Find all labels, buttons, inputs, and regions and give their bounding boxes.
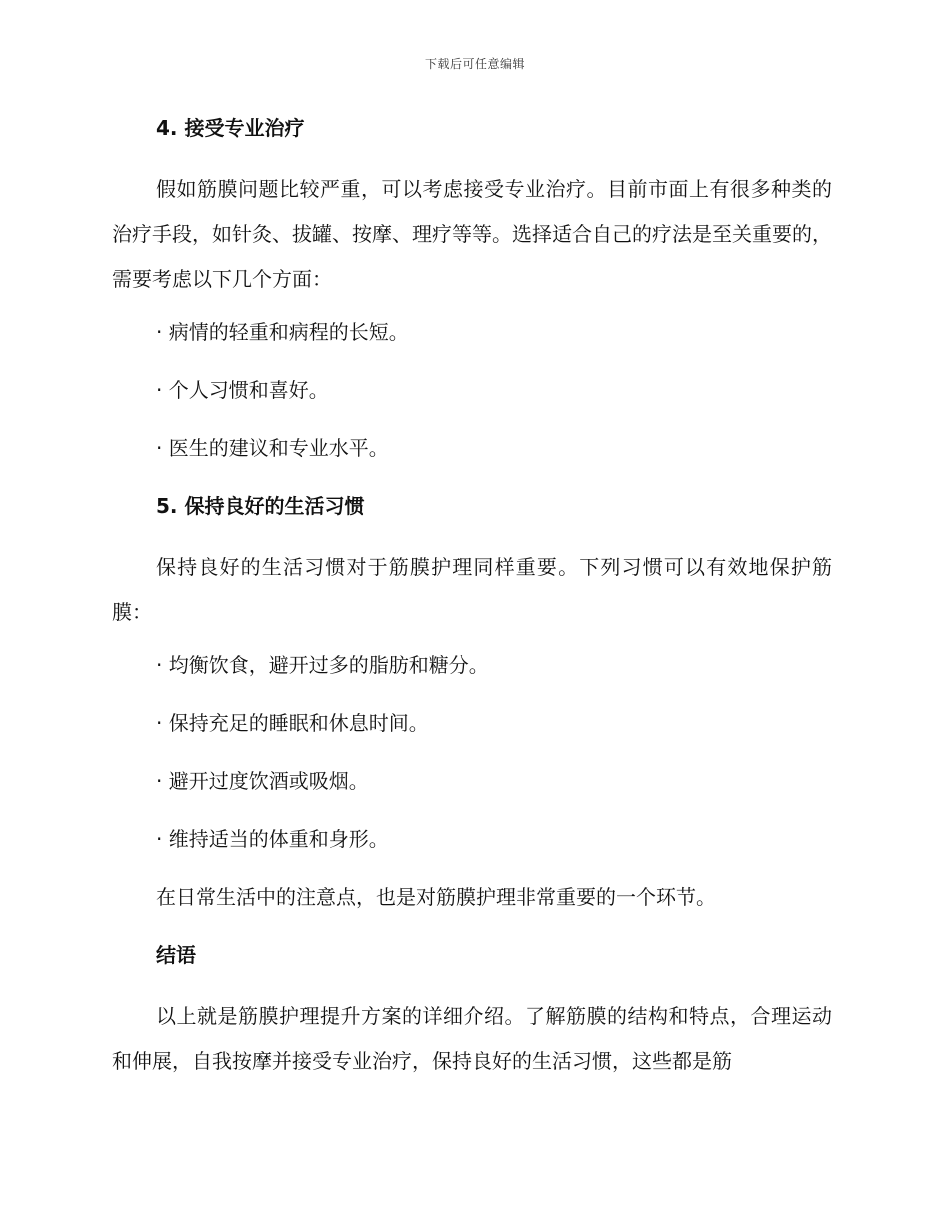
list-item: · 保持充足的睡眠和休息时间。	[156, 711, 429, 735]
list-item: · 个人习惯和喜好。	[156, 378, 329, 402]
page-header: 下载后可任意编辑	[424, 57, 525, 71]
conclusion-heading: 结语	[156, 943, 196, 967]
list-item: · 维持适当的体重和身形。	[156, 827, 389, 851]
document-body	[112, 111, 832, 1097]
section-paragraph-5: 保持良好的生活习惯对于筋膜护理同样重要。下列习惯可以有效地保护筋膜：	[112, 555, 832, 624]
section-heading-5: 5. 保持良好的生活习惯	[156, 494, 365, 518]
section-paragraph-4: 假如筋膜问题比较严重，可以考虑接受专业治疗。目前市面上有很多种类的治疗手段，如针灸、拔罐、按摩、理疗等等。选择适合自己的疗法是至关重要的，需要考虑以下几个方面：	[112, 177, 832, 291]
list-item: · 避开过度饮酒或吸烟。	[156, 769, 369, 793]
list-item: · 医生的建议和专业水平。	[156, 436, 389, 460]
list-item: · 病情的轻重和病程的长短。	[156, 320, 409, 344]
list-item: · 均衡饮食，避开过多的脂肪和糖分。	[156, 653, 489, 677]
section-heading-4: 4. 接受专业治疗	[156, 116, 305, 140]
closing-sentence: 在日常生活中的注意点，也是对筋膜护理非常重要的一个环节。	[156, 885, 716, 909]
conclusion-paragraph: 以上就是筋膜护理提升方案的详细介绍。了解筋膜的结构和特点，合理运动和伸展，自我按摩并接受专业治疗，保持良好的生活习惯，这些都是筋	[112, 1004, 832, 1073]
